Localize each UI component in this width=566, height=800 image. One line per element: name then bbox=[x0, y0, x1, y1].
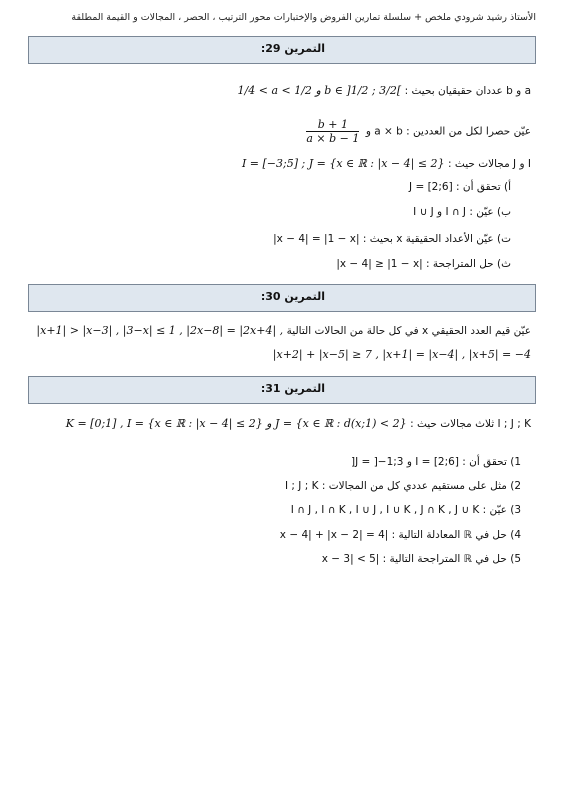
fraction-denominator: a × b − 1 bbox=[306, 132, 360, 145]
ex31-intro-text: I ; J ; K ثلاث مجالات حيث : bbox=[410, 418, 531, 430]
ex31-intro bbox=[40, 417, 531, 430]
exercise-31-title: التمرين 31: bbox=[260, 382, 325, 395]
ex29-q2-text: عيّن حصرا لكل من العددين : a × b و bbox=[365, 125, 531, 138]
ex31-q2: 2) مثل على مستقيم عددي كل من المجالات : I ; J ; K bbox=[284, 480, 521, 492]
ex31-q4: 4) حل في ℝ المعادلة التالية : |x − 4| + |x − 2| = 4 bbox=[279, 529, 521, 541]
ex29-q3-text: I و J مجالات حيث : bbox=[448, 158, 531, 170]
ex30-line2 bbox=[40, 348, 531, 361]
exercise-29-title: التمرين 29: bbox=[260, 42, 325, 55]
ex29-q2 bbox=[40, 118, 531, 145]
ex29-q3b: ب) عيّن : I ∩ J و I ∪ J bbox=[413, 206, 511, 218]
ex29-q3c: ت) عيّن الأعداد الحقيقية x بحيث : |x − 4| = |1 − x| bbox=[273, 233, 511, 245]
exercise-29-title-box bbox=[28, 36, 536, 64]
ex29-q3d: ث) حل المتراجحة : |x − 4| ≥ |1 − x| bbox=[336, 258, 511, 270]
ex29-q1-text: a و b عددان حقيقيان بحيث : bbox=[404, 85, 531, 97]
ex30-line1-math: |x+1| > |x−3| , |3−x| ≤ 1 , |2x−8| = |2x+4| , bbox=[36, 324, 284, 337]
ex29-q3a: أ) تحقق أن : J = [2;6] bbox=[409, 181, 511, 193]
ex29-q3-math: I = [−3;5] ; J = {x ∈ ℝ : |x − 4| ≤ 2} bbox=[241, 157, 445, 170]
exercise-30-title-box bbox=[28, 284, 536, 312]
ex31-q5: 5) حل في ℝ المتراجحة التالية : |x − 3| < 5 bbox=[321, 553, 521, 565]
page-header: الأستاذ رشيد شرودي ملخص + سلسلة تمارين الفروض والإختبارات محور الترتيب ، الحصر ، المجالات و القيمة المطلقة bbox=[71, 12, 536, 23]
ex29-q1 bbox=[40, 84, 531, 97]
fraction-numerator: b + 1 bbox=[306, 118, 359, 132]
ex29-q1-math: 1/4 < a < 1/2 و b ∈ ]1/2 ; 3/2[ bbox=[237, 84, 402, 97]
exercise-30-title: التمرين 30: bbox=[260, 290, 325, 303]
ex30-line2-math: |x+2| + |x−5| ≥ 7 , |x+1| = |x−4| , |x+5| = −4 bbox=[272, 348, 531, 361]
exercise-31-title-box bbox=[28, 376, 536, 404]
ex31-q1: 1) تحقق أن : I = [2;6] و J = ]−1;3[ bbox=[351, 456, 521, 468]
ex30-line1 bbox=[36, 324, 531, 337]
ex29-q3 bbox=[40, 157, 531, 170]
ex29-q2-fraction bbox=[306, 118, 359, 145]
ex31-intro-math: K = [0;1] , I = {x ∈ ℝ : |x − 4| ≤ 2} و J = {x ∈ ℝ : d(x;1) < 2} bbox=[65, 417, 407, 430]
ex31-q3: 3) عيّن : I ∩ J , I ∩ K , I ∪ J , I ∪ K , J ∩ K , J ∪ K bbox=[290, 504, 521, 516]
ex30-line1-text: عيّن قيم العدد الحقيقي x في كل حالة من الحالات التالية bbox=[286, 325, 531, 337]
